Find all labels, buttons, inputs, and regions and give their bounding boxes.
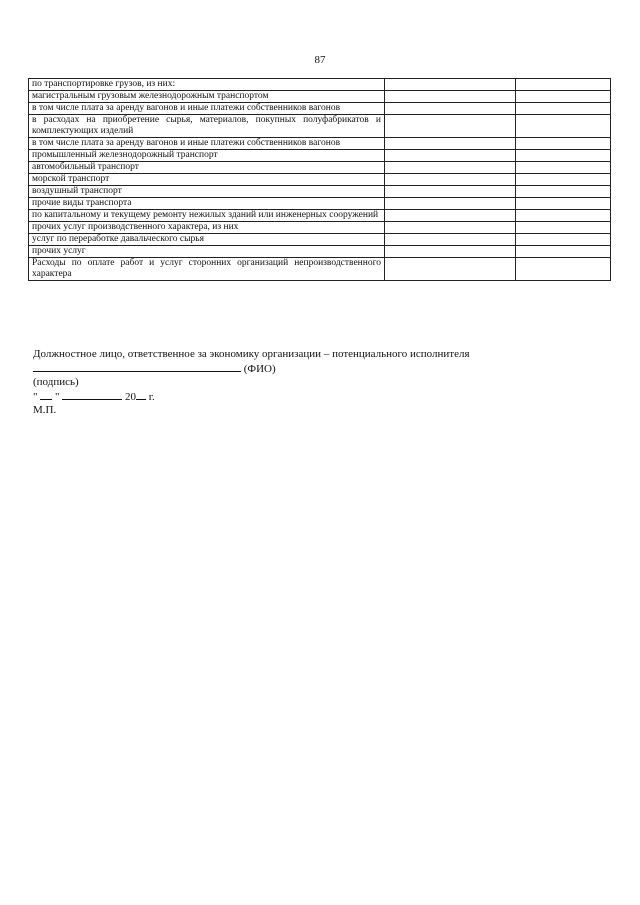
value-cell — [516, 115, 611, 138]
row-label: прочих услуг — [29, 246, 385, 258]
transport-costs-table — [28, 78, 611, 281]
table-row — [29, 150, 611, 162]
value-cell — [516, 150, 611, 162]
value-cell — [385, 246, 516, 258]
value-cell — [516, 186, 611, 198]
table-row — [29, 210, 611, 222]
table-row — [29, 186, 611, 198]
table-row — [29, 103, 611, 115]
value-cell — [516, 79, 611, 91]
value-cell — [385, 186, 516, 198]
row-label: морской транспорт — [29, 174, 385, 186]
value-cell — [516, 258, 611, 281]
signature-label: (подпись) — [33, 376, 79, 388]
date-line — [33, 389, 593, 404]
fio-label: (ФИО) — [243, 363, 276, 375]
row-label: воздушный транспорт — [29, 186, 385, 198]
row-label: по капитальному и текущему ремонту нежилых зданий или инженерных сооружений — [29, 210, 385, 222]
value-cell — [516, 210, 611, 222]
row-label: автомобильный транспорт — [29, 162, 385, 174]
date-year-blank — [136, 389, 146, 400]
date-century: 20 — [125, 391, 136, 403]
table-row — [29, 91, 611, 103]
table-row — [29, 115, 611, 138]
date-close-quote: " — [55, 391, 60, 403]
value-cell — [385, 79, 516, 91]
value-cell — [516, 138, 611, 150]
value-cell — [385, 138, 516, 150]
table-row — [29, 138, 611, 150]
official-text: Должностное лицо, ответственное за экономику организации – потенциального исполнителя — [33, 348, 470, 360]
row-label: по транспортировке грузов, из них: — [29, 79, 385, 91]
signature-block — [33, 348, 593, 417]
date-year-suffix: г. — [148, 391, 155, 403]
table-row — [29, 246, 611, 258]
row-label: промышленный железнодорожный транспорт — [29, 150, 385, 162]
stamp-line — [33, 404, 593, 417]
value-cell — [385, 103, 516, 115]
value-cell — [385, 258, 516, 281]
official-line — [33, 348, 593, 361]
row-label: Расходы по оплате работ и услуг сторонних организаций непроизводственного характера — [29, 258, 385, 281]
value-cell — [516, 246, 611, 258]
date-month-blank — [62, 389, 122, 400]
row-label: в расходах на приобретение сырья, материалов, покупных полуфабрикатов и комплектующих изделий — [29, 115, 385, 138]
date-day-blank — [40, 389, 52, 400]
value-cell — [516, 103, 611, 115]
fio-blank — [33, 361, 241, 372]
value-cell — [385, 234, 516, 246]
table-row — [29, 258, 611, 281]
row-label: услуг по переработке давальческого сырья — [29, 234, 385, 246]
value-cell — [385, 115, 516, 138]
page-number: 87 — [314, 54, 326, 66]
value-cell — [385, 222, 516, 234]
value-cell — [516, 198, 611, 210]
table-row — [29, 222, 611, 234]
fio-line — [33, 361, 593, 376]
value-cell — [516, 91, 611, 103]
value-cell — [516, 234, 611, 246]
value-cell — [516, 174, 611, 186]
date-open-quote: " — [33, 391, 38, 403]
table-row — [29, 79, 611, 91]
value-cell — [385, 210, 516, 222]
stamp-label: М.П. — [33, 404, 57, 416]
value-cell — [385, 150, 516, 162]
table-row — [29, 234, 611, 246]
value-cell — [385, 198, 516, 210]
value-cell — [385, 174, 516, 186]
table-row — [29, 198, 611, 210]
value-cell — [385, 91, 516, 103]
table-row — [29, 162, 611, 174]
row-label: магистральным грузовым железнодорожным транспортом — [29, 91, 385, 103]
row-label: в том числе плата за аренду вагонов и иные платежи собственников вагонов — [29, 138, 385, 150]
value-cell — [516, 162, 611, 174]
value-cell — [385, 162, 516, 174]
row-label: прочих услуг производственного характера, из них — [29, 222, 385, 234]
row-label: в том числе плата за аренду вагонов и иные платежи собственников вагонов — [29, 103, 385, 115]
signature-label-line — [33, 376, 593, 389]
table-body — [29, 79, 611, 281]
row-label: прочие виды транспорта — [29, 198, 385, 210]
value-cell — [516, 222, 611, 234]
table-row — [29, 174, 611, 186]
